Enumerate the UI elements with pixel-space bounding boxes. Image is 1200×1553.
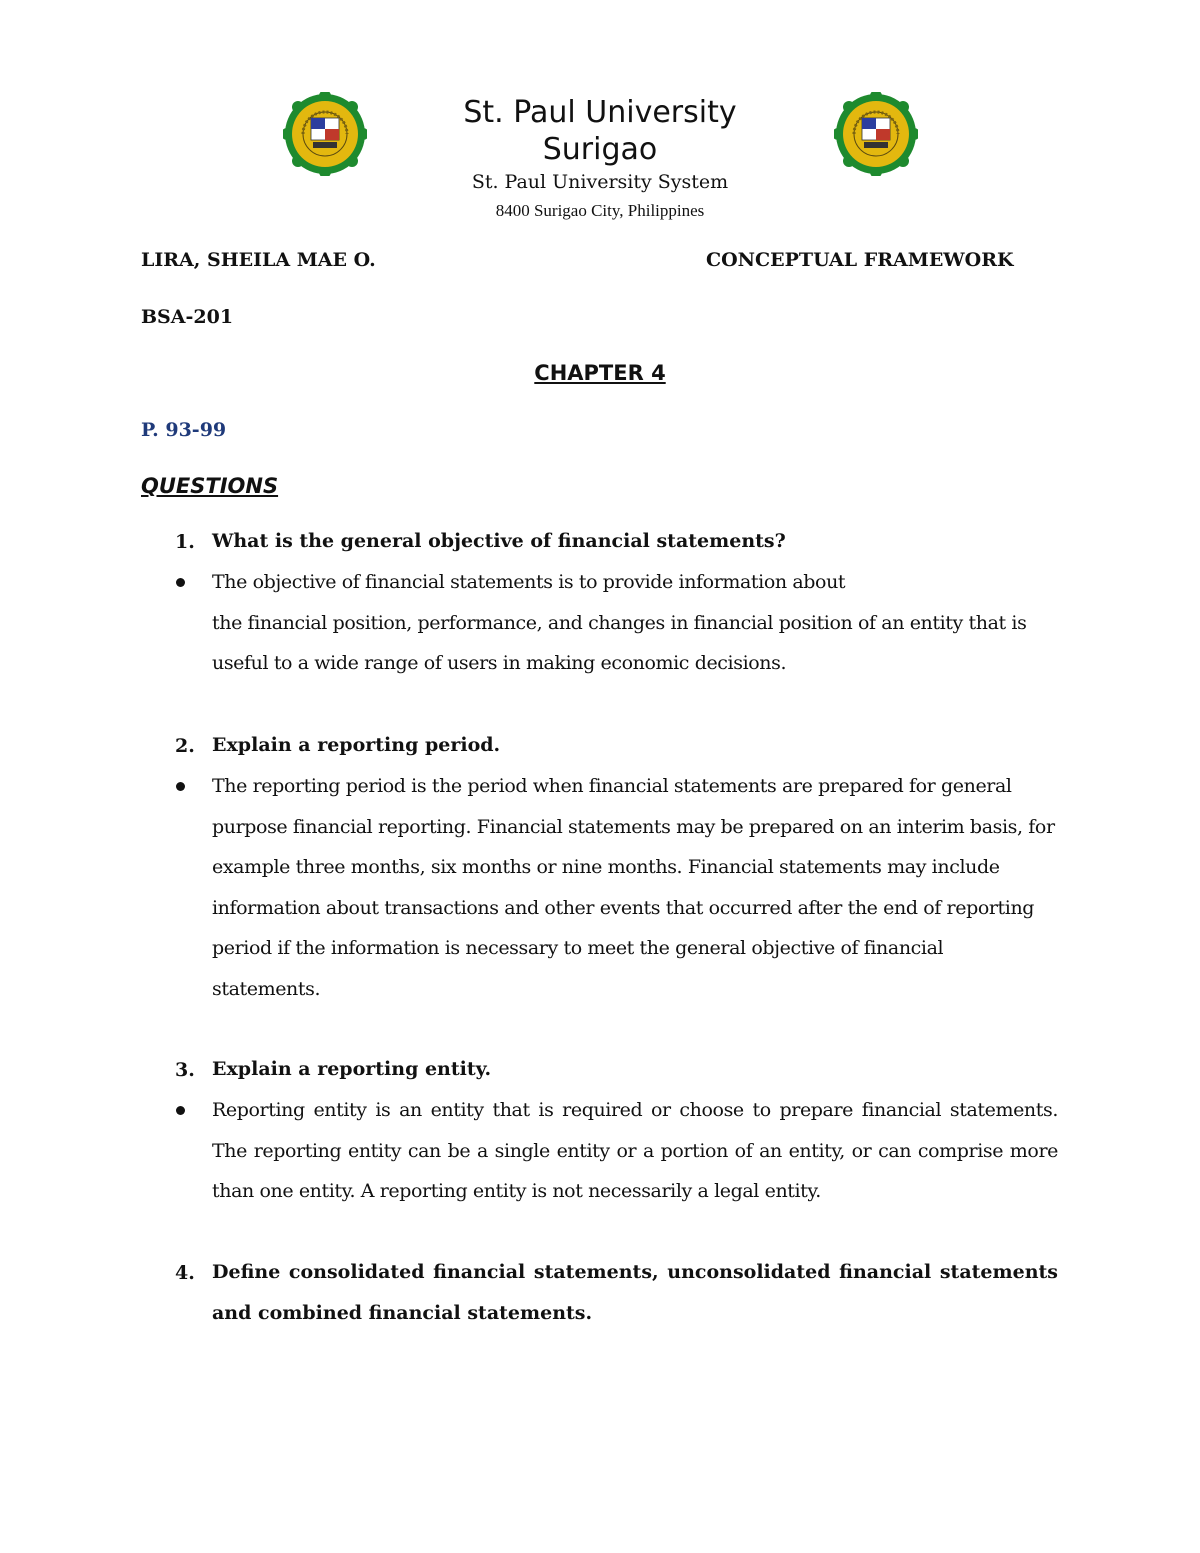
answer-line: The reporting period is the period when financial statements are prepared for general xyxy=(212,775,1012,797)
answer-text xyxy=(212,562,1058,684)
bullet-icon xyxy=(176,1106,185,1115)
questions-heading: QUESTIONS xyxy=(141,474,279,498)
question-text: What is the general objective of financial statements? xyxy=(212,530,786,552)
question-number: 1. xyxy=(175,531,195,553)
answer-line: the financial position, performance, and changes in financial position of an entity that is xyxy=(212,611,1027,634)
answer-line: statements. xyxy=(212,977,321,1000)
student-name: LIRA, SHEILA MAE O. xyxy=(141,249,376,271)
university-address: 8400 Surigao City, Philippines xyxy=(495,201,705,220)
university-name xyxy=(400,94,800,168)
answer-text: Reporting entity is an entity that is required or choose to prepare financial statements. The reporting entity can be a single entity or a portion of an entity, or can comprise more than one entity. A reporting entity is not necessarily a legal entity. xyxy=(212,1099,1058,1203)
answer-line: example three months, six months or nine months. Financial statements may include xyxy=(212,856,1000,879)
answer-line: purpose financial reporting. Financial statements may be prepared on an interim basis, for xyxy=(212,815,1055,838)
university-seal-right xyxy=(834,92,918,176)
question-number: 3. xyxy=(175,1059,195,1081)
answer-line: The objective of financial statements is to provide information about xyxy=(212,571,846,593)
page-range: P. 93-99 xyxy=(141,419,227,441)
seal-icon xyxy=(283,92,367,176)
answer-text xyxy=(212,766,1058,1010)
question-number: 4. xyxy=(175,1262,195,1284)
student-section: BSA-201 xyxy=(141,306,234,328)
bullet-icon xyxy=(176,782,185,791)
subject-title: CONCEPTUAL FRAMEWORK xyxy=(706,249,1014,271)
question-number: 2. xyxy=(175,735,195,757)
university-seal-left xyxy=(283,92,367,176)
answer-line: useful to a wide range of users in making economic decisions. xyxy=(212,652,787,675)
seal-icon xyxy=(834,92,918,176)
answer-line: information about transactions and other events that occurred after the end of reporting xyxy=(212,896,1035,919)
university-name-line1: St. Paul University xyxy=(463,95,737,130)
university-system: St. Paul University System xyxy=(471,171,729,193)
question-text: Explain a reporting entity. xyxy=(212,1058,492,1080)
answer-line: period if the information is necessary to meet the general objective of financial xyxy=(212,937,944,960)
question-text: Explain a reporting period. xyxy=(212,734,501,756)
chapter-title: CHAPTER 4 xyxy=(534,361,666,385)
bullet-icon xyxy=(176,578,185,587)
question-text: Define consolidated financial statements, unconsolidated financial statements and combined financial statements. xyxy=(212,1261,1058,1324)
university-name-line2: Surigao xyxy=(542,132,658,167)
